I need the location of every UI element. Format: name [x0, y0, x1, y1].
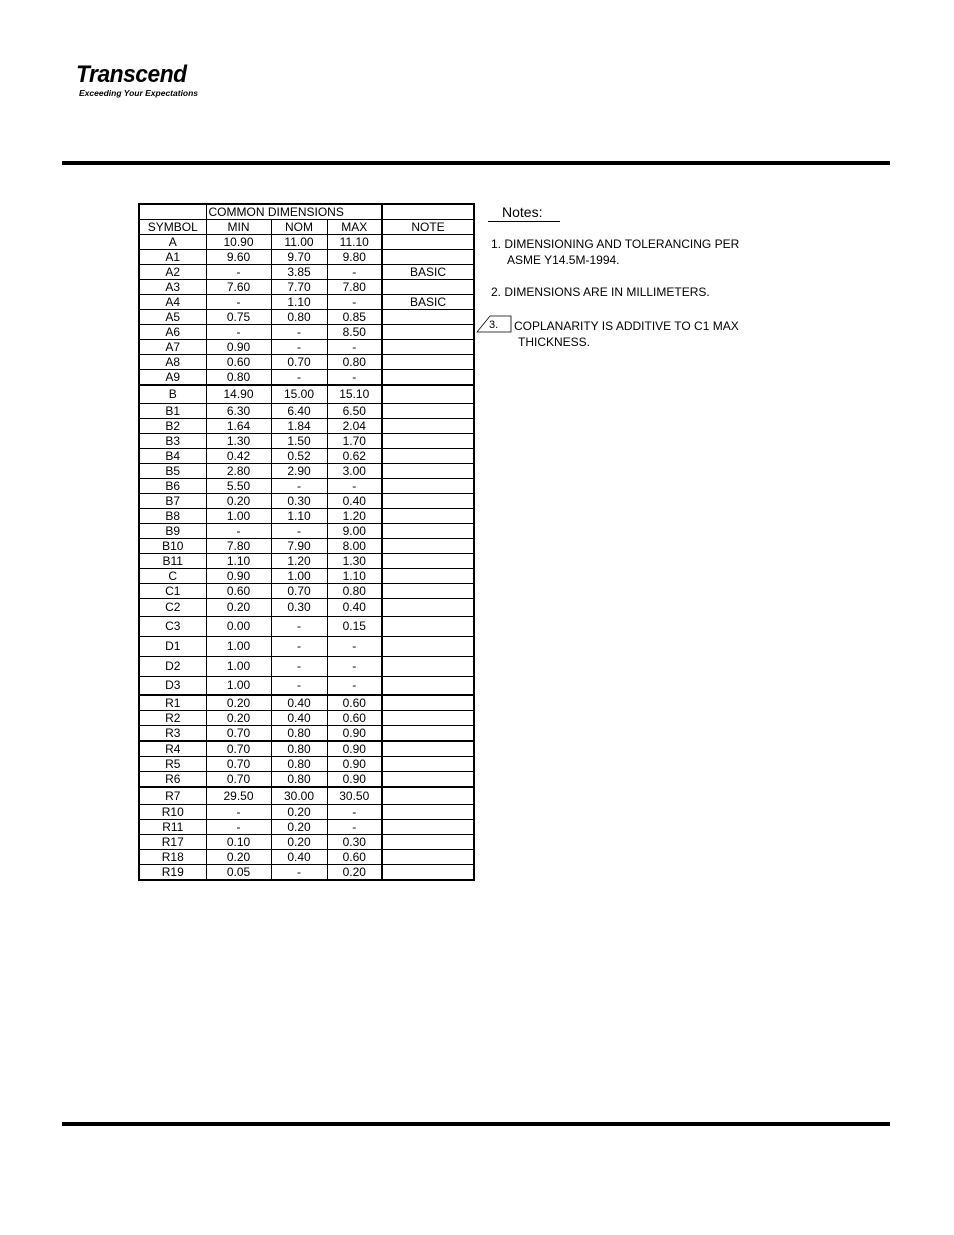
table-row: [139, 554, 474, 569]
header-note-spacer: [382, 204, 474, 220]
cell-symbol: A3: [139, 280, 206, 295]
cell-min: 0.60: [206, 584, 271, 599]
table-row: [139, 569, 474, 584]
cell-max: -: [327, 657, 382, 677]
cell-note: [382, 695, 474, 711]
cell-symbol: A6: [139, 325, 206, 340]
table-row: [139, 250, 474, 265]
cell-min: 0.70: [206, 741, 271, 757]
cell-note: [382, 584, 474, 599]
cell-max: 3.00: [327, 464, 382, 479]
cell-min: 2.80: [206, 464, 271, 479]
cell-max: 8.50: [327, 325, 382, 340]
cell-min: 0.90: [206, 569, 271, 584]
cell-min: 0.20: [206, 494, 271, 509]
table-row: [139, 805, 474, 820]
cell-note: [382, 280, 474, 295]
cell-nom: -: [271, 637, 327, 657]
note-1-line-1: 1. DIMENSIONING AND TOLERANCING PER: [491, 237, 740, 251]
cell-note: [382, 449, 474, 464]
cell-min: 9.60: [206, 250, 271, 265]
cell-min: 5.50: [206, 479, 271, 494]
cell-symbol: B: [139, 385, 206, 404]
cell-min: 0.70: [206, 772, 271, 788]
table-row: [139, 835, 474, 850]
cell-max: 9.80: [327, 250, 382, 265]
cell-nom: 7.90: [271, 539, 327, 554]
cell-min: 0.70: [206, 726, 271, 742]
cell-nom: 15.00: [271, 385, 327, 404]
cell-note: [382, 787, 474, 805]
cell-note: [382, 850, 474, 865]
cell-nom: 1.84: [271, 419, 327, 434]
cell-min: -: [206, 325, 271, 340]
cell-min: 1.00: [206, 509, 271, 524]
cell-symbol: C: [139, 569, 206, 584]
cell-symbol: A1: [139, 250, 206, 265]
table-row: [139, 265, 474, 280]
cell-nom: 0.40: [271, 695, 327, 711]
cell-nom: 0.80: [271, 757, 327, 772]
cell-note: [382, 711, 474, 726]
header-symbol: SYMBOL: [139, 220, 206, 235]
cell-nom: 1.20: [271, 554, 327, 569]
header-note: NOTE: [382, 220, 474, 235]
header-nom: NOM: [271, 220, 327, 235]
cell-symbol: R19: [139, 865, 206, 881]
cell-min: 1.00: [206, 637, 271, 657]
header-min: MIN: [206, 220, 271, 235]
cell-nom: 0.40: [271, 711, 327, 726]
cell-note: [382, 569, 474, 584]
cell-max: -: [327, 637, 382, 657]
cell-max: 0.90: [327, 757, 382, 772]
cell-symbol: C2: [139, 599, 206, 617]
table-row: [139, 524, 474, 539]
table-row: [139, 479, 474, 494]
cell-symbol: B4: [139, 449, 206, 464]
cell-symbol: D1: [139, 637, 206, 657]
cell-min: 1.30: [206, 434, 271, 449]
cell-max: -: [327, 805, 382, 820]
cell-max: 0.60: [327, 711, 382, 726]
cell-symbol: A: [139, 235, 206, 250]
cell-symbol: B6: [139, 479, 206, 494]
table-row: [139, 757, 474, 772]
table-row: [139, 295, 474, 310]
notes-section: [488, 204, 818, 349]
cell-nom: -: [271, 677, 327, 696]
cell-min: 0.90: [206, 340, 271, 355]
note-1: [491, 236, 811, 268]
cell-symbol: R10: [139, 805, 206, 820]
cell-symbol: R5: [139, 757, 206, 772]
cell-note: [382, 741, 474, 757]
table-row: [139, 385, 474, 404]
cell-min: 10.90: [206, 235, 271, 250]
cell-nom: -: [271, 524, 327, 539]
cell-nom: 7.70: [271, 280, 327, 295]
logo-wordmark: Transcend: [76, 61, 187, 88]
table-row: [139, 599, 474, 617]
cell-note: [382, 370, 474, 386]
cell-min: 0.05: [206, 865, 271, 881]
cell-max: 11.10: [327, 235, 382, 250]
cell-note: [382, 524, 474, 539]
cell-note: [382, 820, 474, 835]
cell-note: [382, 726, 474, 742]
cell-symbol: R17: [139, 835, 206, 850]
cell-max: 1.20: [327, 509, 382, 524]
header-divider: [62, 161, 890, 165]
cell-symbol: R2: [139, 711, 206, 726]
cell-nom: 30.00: [271, 787, 327, 805]
table-row: [139, 355, 474, 370]
cell-max: 0.15: [327, 617, 382, 637]
cell-nom: 0.80: [271, 772, 327, 788]
cell-note: [382, 677, 474, 696]
cell-symbol: B3: [139, 434, 206, 449]
note-2: 2. DIMENSIONS ARE IN MILLIMETERS.: [491, 285, 710, 299]
cell-note: [382, 325, 474, 340]
cell-min: 29.50: [206, 787, 271, 805]
table-row: [139, 637, 474, 657]
table-row: [139, 509, 474, 524]
cell-min: 0.10: [206, 835, 271, 850]
triangle-note-icon: [476, 315, 512, 333]
cell-note: [382, 464, 474, 479]
cell-max: 0.80: [327, 355, 382, 370]
cell-nom: 0.70: [271, 355, 327, 370]
cell-nom: 0.30: [271, 599, 327, 617]
table-row: [139, 449, 474, 464]
table-row: [139, 404, 474, 419]
cell-note: [382, 340, 474, 355]
cell-min: 0.00: [206, 617, 271, 637]
cell-min: 1.00: [206, 677, 271, 696]
cell-note: [382, 404, 474, 419]
cell-note: [382, 835, 474, 850]
header-common-dimensions: COMMON DIMENSIONS: [206, 204, 382, 220]
cell-min: 7.80: [206, 539, 271, 554]
cell-symbol: R3: [139, 726, 206, 742]
cell-note: [382, 554, 474, 569]
cell-symbol: C3: [139, 617, 206, 637]
cell-max: -: [327, 820, 382, 835]
cell-nom: 0.80: [271, 726, 327, 742]
cell-min: -: [206, 805, 271, 820]
cell-nom: -: [271, 340, 327, 355]
cell-nom: -: [271, 865, 327, 881]
transcend-logo: [76, 62, 198, 98]
logo-tagline: Exceeding Your Expectations: [79, 88, 199, 98]
table-row: [139, 741, 474, 757]
cell-min: -: [206, 820, 271, 835]
table-row: [139, 370, 474, 386]
cell-note: [382, 479, 474, 494]
cell-nom: 0.40: [271, 850, 327, 865]
cell-max: -: [327, 265, 382, 280]
cell-nom: 9.70: [271, 250, 327, 265]
cell-max: -: [327, 677, 382, 696]
cell-note: [382, 637, 474, 657]
table-row: [139, 677, 474, 696]
cell-min: -: [206, 524, 271, 539]
cell-symbol: A8: [139, 355, 206, 370]
table-row: [139, 726, 474, 742]
table-row: [139, 695, 474, 711]
cell-symbol: B5: [139, 464, 206, 479]
cell-nom: 0.20: [271, 805, 327, 820]
cell-max: 0.20: [327, 865, 382, 881]
table-row: [139, 850, 474, 865]
cell-min: -: [206, 295, 271, 310]
cell-nom: 3.85: [271, 265, 327, 280]
cell-symbol: R11: [139, 820, 206, 835]
cell-note: [382, 434, 474, 449]
header-symbol-spacer: [139, 204, 206, 220]
cell-nom: -: [271, 617, 327, 637]
table-row: [139, 280, 474, 295]
cell-nom: 0.30: [271, 494, 327, 509]
cell-min: 1.64: [206, 419, 271, 434]
cell-max: 15.10: [327, 385, 382, 404]
cell-max: 0.60: [327, 695, 382, 711]
cell-nom: 0.20: [271, 820, 327, 835]
cell-note: [382, 355, 474, 370]
cell-note: [382, 509, 474, 524]
note-3-line-2: THICKNESS.: [518, 335, 591, 349]
cell-nom: -: [271, 479, 327, 494]
cell-symbol: B11: [139, 554, 206, 569]
cell-symbol: A7: [139, 340, 206, 355]
cell-min: 0.42: [206, 449, 271, 464]
cell-max: 1.30: [327, 554, 382, 569]
cell-nom: 0.20: [271, 835, 327, 850]
cell-nom: 0.52: [271, 449, 327, 464]
cell-nom: -: [271, 370, 327, 386]
cell-max: -: [327, 295, 382, 310]
cell-nom: 0.80: [271, 741, 327, 757]
note-3-number: 3.: [489, 319, 499, 331]
cell-nom: 11.00: [271, 235, 327, 250]
table-row: [139, 340, 474, 355]
table-row: [139, 419, 474, 434]
cell-max: 0.60: [327, 850, 382, 865]
cell-symbol: B10: [139, 539, 206, 554]
cell-symbol: R6: [139, 772, 206, 788]
cell-max: 0.85: [327, 310, 382, 325]
cell-max: 0.90: [327, 772, 382, 788]
cell-max: 0.90: [327, 741, 382, 757]
cell-max: 0.40: [327, 494, 382, 509]
cell-symbol: D2: [139, 657, 206, 677]
cell-min: 0.80: [206, 370, 271, 386]
table-header-row: [139, 220, 474, 235]
table-row: [139, 617, 474, 637]
cell-symbol: A4: [139, 295, 206, 310]
cell-symbol: A9: [139, 370, 206, 386]
cell-min: 0.20: [206, 695, 271, 711]
cell-note: [382, 805, 474, 820]
cell-note: [382, 310, 474, 325]
cell-symbol: R1: [139, 695, 206, 711]
cell-max: -: [327, 370, 382, 386]
cell-nom: 0.70: [271, 584, 327, 599]
cell-max: 0.80: [327, 584, 382, 599]
dimensions-table-body: [139, 204, 474, 880]
cell-symbol: R7: [139, 787, 206, 805]
cell-nom: 1.50: [271, 434, 327, 449]
cell-note: [382, 419, 474, 434]
table-row: [139, 865, 474, 881]
table-row: [139, 310, 474, 325]
note-3: [476, 315, 796, 350]
note-3-text-line-1: COPLANARITY IS ADDITIVE TO C1 MAX: [514, 319, 739, 333]
cell-max: 2.04: [327, 419, 382, 434]
cell-nom: 0.80: [271, 310, 327, 325]
cell-max: 8.00: [327, 539, 382, 554]
cell-note: [382, 494, 474, 509]
cell-min: -: [206, 265, 271, 280]
cell-max: 6.50: [327, 404, 382, 419]
cell-max: 30.50: [327, 787, 382, 805]
table-row: [139, 235, 474, 250]
cell-min: 0.20: [206, 599, 271, 617]
cell-max: 1.10: [327, 569, 382, 584]
cell-max: -: [327, 340, 382, 355]
cell-symbol: A5: [139, 310, 206, 325]
cell-nom: 1.10: [271, 295, 327, 310]
table-row: [139, 820, 474, 835]
cell-min: 0.75: [206, 310, 271, 325]
cell-symbol: D3: [139, 677, 206, 696]
table-row: [139, 539, 474, 554]
note-1-line-2: ASME Y14.5M-1994.: [507, 253, 620, 267]
cell-min: 7.60: [206, 280, 271, 295]
cell-max: 9.00: [327, 524, 382, 539]
cell-nom: -: [271, 325, 327, 340]
cell-max: 0.62: [327, 449, 382, 464]
cell-min: 6.30: [206, 404, 271, 419]
cell-min: 14.90: [206, 385, 271, 404]
cell-note: [382, 539, 474, 554]
cell-symbol: B8: [139, 509, 206, 524]
header-max: MAX: [327, 220, 382, 235]
cell-symbol: B7: [139, 494, 206, 509]
cell-max: 0.30: [327, 835, 382, 850]
table-header-row-group: [139, 204, 474, 220]
cell-symbol: B1: [139, 404, 206, 419]
cell-min: 1.00: [206, 657, 271, 677]
cell-note: [382, 617, 474, 637]
table-row: [139, 464, 474, 479]
cell-symbol: R4: [139, 741, 206, 757]
cell-max: -: [327, 479, 382, 494]
table-row: [139, 787, 474, 805]
table-row: [139, 711, 474, 726]
cell-note: BASIC: [382, 265, 474, 280]
table-row: [139, 325, 474, 340]
cell-min: 0.20: [206, 850, 271, 865]
cell-note: [382, 235, 474, 250]
cell-max: 1.70: [327, 434, 382, 449]
cell-nom: 6.40: [271, 404, 327, 419]
notes-title: Notes:: [488, 204, 560, 222]
table-row: [139, 657, 474, 677]
footer-divider: [62, 1122, 890, 1126]
table-row: [139, 772, 474, 788]
cell-note: [382, 757, 474, 772]
cell-note: [382, 385, 474, 404]
cell-symbol: C1: [139, 584, 206, 599]
cell-symbol: R18: [139, 850, 206, 865]
cell-min: 0.70: [206, 757, 271, 772]
cell-min: 1.10: [206, 554, 271, 569]
table-row: [139, 434, 474, 449]
cell-note: BASIC: [382, 295, 474, 310]
cell-note: [382, 772, 474, 788]
cell-max: 0.90: [327, 726, 382, 742]
cell-nom: 2.90: [271, 464, 327, 479]
note-3-line-1: [476, 315, 796, 334]
cell-note: [382, 599, 474, 617]
cell-symbol: B9: [139, 524, 206, 539]
cell-note: [382, 865, 474, 881]
cell-symbol: B2: [139, 419, 206, 434]
cell-nom: -: [271, 657, 327, 677]
cell-symbol: A2: [139, 265, 206, 280]
cell-min: 0.20: [206, 711, 271, 726]
cell-max: 0.40: [327, 599, 382, 617]
cell-min: 0.60: [206, 355, 271, 370]
table-row: [139, 494, 474, 509]
dimensions-table: [138, 203, 475, 881]
cell-note: [382, 657, 474, 677]
cell-nom: 1.00: [271, 569, 327, 584]
cell-max: 7.80: [327, 280, 382, 295]
cell-nom: 1.10: [271, 509, 327, 524]
cell-note: [382, 250, 474, 265]
table-row: [139, 584, 474, 599]
